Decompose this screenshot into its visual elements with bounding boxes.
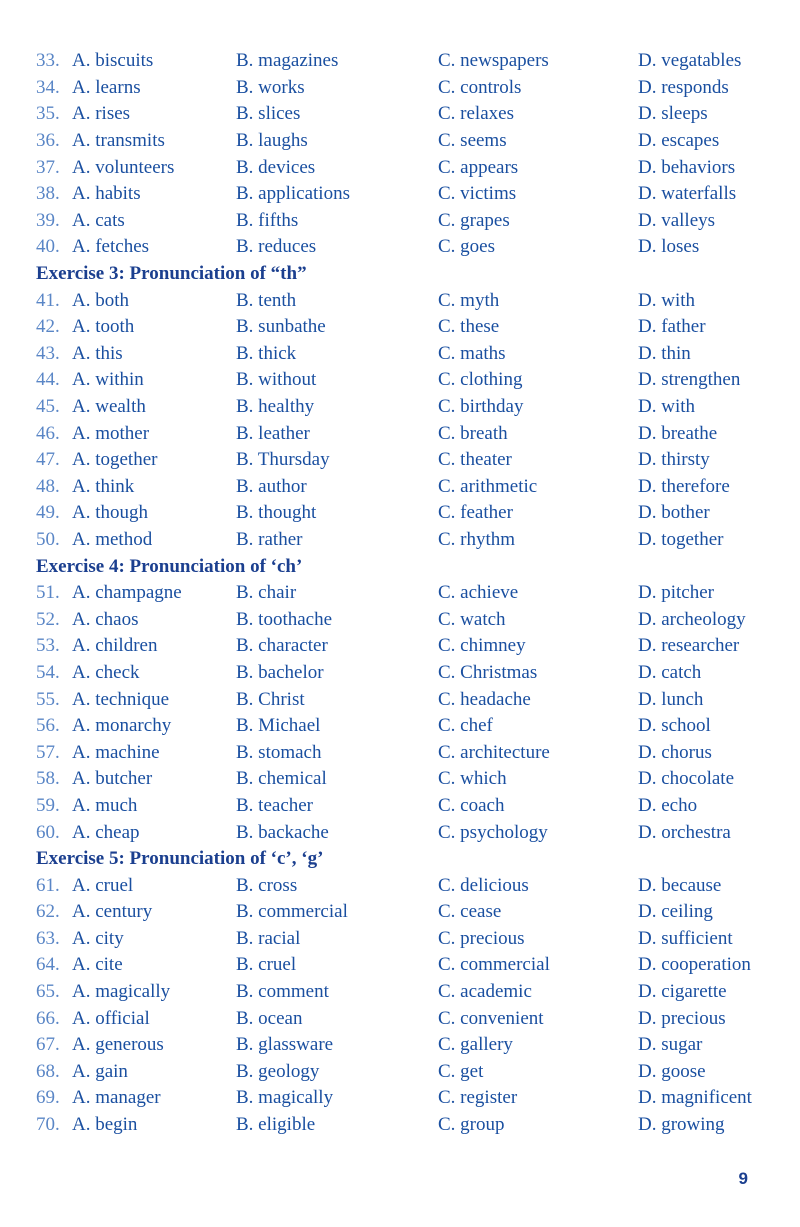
option-d: D. sufficient [638, 927, 733, 949]
option-b: B. slices [236, 103, 301, 125]
question-row [36, 979, 776, 1006]
option-a: A. city [72, 927, 124, 949]
question-number: 50. [36, 528, 60, 550]
option-b: B. fifths [236, 209, 299, 231]
option-b: B. Michael [236, 715, 321, 737]
question-row [36, 580, 776, 607]
question-number: 63. [36, 927, 60, 949]
question-number: 45. [36, 396, 60, 418]
question-number: 64. [36, 954, 60, 976]
option-a: A. chaos [72, 608, 139, 630]
option-a: A. monarchy [72, 715, 172, 737]
option-c: C. arithmetic [438, 475, 538, 497]
option-d: D. school [638, 715, 711, 737]
option-d: D. orchestra [638, 821, 731, 843]
question-number: 53. [36, 635, 60, 657]
option-a: A. technique [72, 688, 170, 710]
option-c: C. architecture [438, 741, 550, 763]
option-d: D. with [638, 289, 695, 311]
option-a: A. tooth [72, 316, 135, 338]
option-b: B. laughs [236, 130, 308, 152]
option-a: A. though [72, 502, 148, 524]
question-row [36, 713, 776, 740]
option-c: C. coach [438, 794, 505, 816]
option-c: C. appears [438, 156, 519, 178]
option-c: C. newspapers [438, 50, 549, 72]
option-a: A. together [72, 449, 158, 471]
question-number: 60. [36, 821, 60, 843]
option-c: C. relaxes [438, 103, 514, 125]
question-row [36, 633, 776, 660]
option-a: A. century [72, 901, 153, 923]
option-b: B. toothache [236, 608, 333, 630]
option-b: B. magically [236, 1087, 334, 1109]
option-c: C. academic [438, 981, 532, 1003]
option-a: A. champagne [72, 582, 182, 604]
option-b: B. geology [236, 1060, 320, 1082]
option-a: A. butcher [72, 768, 153, 790]
option-c: C. headache [438, 688, 531, 710]
question-number: 36. [36, 130, 60, 152]
option-b: B. cross [236, 874, 298, 896]
question-row [36, 899, 776, 926]
option-a: A. official [72, 1007, 150, 1029]
option-c: C. register [438, 1087, 518, 1109]
option-d: D. vegatables [638, 50, 742, 72]
option-c: C. theater [438, 449, 512, 471]
option-c: C. seems [438, 130, 507, 152]
option-a: A. rises [72, 103, 131, 125]
question-number: 52. [36, 608, 60, 630]
option-a: A. wealth [72, 396, 146, 418]
option-d: D. sugar [638, 1034, 703, 1056]
option-a: A. habits [72, 183, 141, 205]
question-number: 41. [36, 289, 60, 311]
question-row [36, 474, 776, 501]
option-d: D. loses [638, 236, 700, 258]
option-b: B. sunbathe [236, 316, 326, 338]
option-c: C. chimney [438, 635, 526, 657]
option-a: A. cats [72, 209, 125, 231]
question-row [36, 952, 776, 979]
question-row [36, 500, 776, 527]
option-a: A. gain [72, 1060, 128, 1082]
option-c: C. rhythm [438, 528, 516, 550]
question-row [36, 394, 776, 421]
option-d: D. growing [638, 1114, 725, 1136]
option-d: D. strengthen [638, 369, 741, 391]
question-row [36, 660, 776, 687]
question-row [36, 1085, 776, 1112]
question-number: 61. [36, 874, 60, 896]
option-c: C. controls [438, 76, 522, 98]
option-a: A. think [72, 475, 135, 497]
option-d: D. sleeps [638, 103, 708, 125]
option-d: D. therefore [638, 475, 730, 497]
option-d: D. breathe [638, 422, 718, 444]
option-c: C. commercial [438, 954, 550, 976]
option-b: B. author [236, 475, 307, 497]
question-number: 57. [36, 741, 60, 763]
option-a: A. machine [72, 741, 160, 763]
option-d: D. with [638, 396, 695, 418]
option-c: C. which [438, 768, 507, 790]
option-c: C. clothing [438, 369, 523, 391]
option-b: B. eligible [236, 1114, 316, 1136]
option-b: B. bachelor [236, 661, 324, 683]
option-a: A. both [72, 289, 129, 311]
option-c: C. convenient [438, 1007, 544, 1029]
option-b: B. applications [236, 183, 350, 205]
question-number: 33. [36, 50, 60, 72]
question-number: 46. [36, 422, 60, 444]
question-number: 55. [36, 688, 60, 710]
question-number: 69. [36, 1087, 60, 1109]
question-number: 65. [36, 981, 60, 1003]
option-b: B. ocean [236, 1007, 303, 1029]
option-c: C. delicious [438, 874, 529, 896]
option-b: B. cruel [236, 954, 297, 976]
option-b: B. glassware [236, 1034, 334, 1056]
exercise-heading: Exercise 4: Pronunciation of ‘ch’ [36, 555, 303, 577]
option-c: C. group [438, 1114, 505, 1136]
option-c: C. cease [438, 901, 502, 923]
option-d: D. behaviors [638, 156, 736, 178]
question-row [36, 926, 776, 953]
question-number: 35. [36, 103, 60, 125]
question-row [36, 128, 776, 155]
option-d: D. chorus [638, 741, 712, 763]
option-a: A. generous [72, 1034, 164, 1056]
option-c: C. feather [438, 502, 513, 524]
question-number: 47. [36, 449, 60, 471]
question-row [36, 527, 776, 554]
question-number: 42. [36, 316, 60, 338]
option-c: C. gallery [438, 1034, 513, 1056]
option-b: B. works [236, 76, 305, 98]
option-d: D. researcher [638, 635, 740, 657]
option-a: A. check [72, 661, 140, 683]
option-a: A. manager [72, 1087, 161, 1109]
option-a: A. transmits [72, 130, 165, 152]
option-d: D. thin [638, 342, 691, 364]
option-b: B. chemical [236, 768, 327, 790]
question-number: 49. [36, 502, 60, 524]
option-b: B. comment [236, 981, 329, 1003]
option-d: D. bother [638, 502, 710, 524]
question-row [36, 208, 776, 235]
question-row [36, 341, 776, 368]
question-row [36, 287, 776, 314]
question-number: 48. [36, 475, 60, 497]
question-row [36, 75, 776, 102]
option-d: D. escapes [638, 130, 720, 152]
question-row [36, 872, 776, 899]
option-b: B. stomach [236, 741, 322, 763]
option-a: A. volunteers [72, 156, 175, 178]
option-b: B. commercial [236, 901, 348, 923]
option-b: B. teacher [236, 794, 314, 816]
question-number: 34. [36, 76, 60, 98]
option-a: A. this [72, 342, 123, 364]
option-c: C. maths [438, 342, 506, 364]
question-row [36, 447, 776, 474]
option-d: D. magnificent [638, 1087, 752, 1109]
exercise-heading: Exercise 3: Pronunciation of “th” [36, 263, 307, 285]
option-a: A. within [72, 369, 144, 391]
option-d: D. cigarette [638, 981, 727, 1003]
option-a: A. cheap [72, 821, 140, 843]
option-c: C. breath [438, 422, 508, 444]
question-number: 44. [36, 369, 60, 391]
option-a: A. biscuits [72, 50, 154, 72]
option-a: A. mother [72, 422, 150, 444]
option-b: B. rather [236, 528, 303, 550]
option-c: C. grapes [438, 209, 510, 231]
option-c: C. goes [438, 236, 495, 258]
option-a: A. much [72, 794, 138, 816]
option-d: D. catch [638, 661, 702, 683]
question-number: 37. [36, 156, 60, 178]
question-row [36, 739, 776, 766]
question-row [36, 1112, 776, 1139]
option-a: A. magically [72, 981, 171, 1003]
option-b: B. backache [236, 821, 329, 843]
question-row [36, 606, 776, 633]
option-d: D. lunch [638, 688, 704, 710]
option-d: D. cooperation [638, 954, 751, 976]
option-c: C. victims [438, 183, 517, 205]
option-d: D. thirsty [638, 449, 710, 471]
question-row [36, 314, 776, 341]
option-c: C. psychology [438, 821, 548, 843]
option-a: A. children [72, 635, 158, 657]
option-b: B. magazines [236, 50, 339, 72]
option-a: A. begin [72, 1114, 138, 1136]
question-row [36, 181, 776, 208]
option-c: C. precious [438, 927, 525, 949]
question-number: 58. [36, 768, 60, 790]
option-b: B. Thursday [236, 449, 330, 471]
option-c: C. Christmas [438, 661, 538, 683]
question-row [36, 1032, 776, 1059]
option-d: D. because [638, 874, 722, 896]
option-c: C. get [438, 1060, 484, 1082]
option-d: D. pitcher [638, 582, 714, 604]
option-d: D. ceiling [638, 901, 713, 923]
option-b: B. without [236, 369, 317, 391]
option-c: C. chef [438, 715, 493, 737]
option-d: D. precious [638, 1007, 726, 1029]
option-c: C. birthday [438, 396, 524, 418]
question-number: 38. [36, 183, 60, 205]
question-number: 43. [36, 342, 60, 364]
option-d: D. responds [638, 76, 729, 98]
question-number: 51. [36, 582, 60, 604]
exercise-heading: Exercise 5: Pronunciation of ‘c’, ‘g’ [36, 848, 324, 870]
option-a: A. learns [72, 76, 141, 98]
question-row [36, 48, 776, 75]
option-b: B. reduces [236, 236, 317, 258]
question-row [36, 101, 776, 128]
option-d: D. echo [638, 794, 698, 816]
question-row [36, 766, 776, 793]
option-d: D. archeology [638, 608, 746, 630]
question-number: 56. [36, 715, 60, 737]
question-row [36, 367, 776, 394]
question-number: 54. [36, 661, 60, 683]
option-d: D. goose [638, 1060, 706, 1082]
question-number: 40. [36, 236, 60, 258]
option-c: C. watch [438, 608, 506, 630]
question-number: 39. [36, 209, 60, 231]
option-b: B. Christ [236, 688, 305, 710]
option-b: B. thought [236, 502, 317, 524]
option-a: A. cruel [72, 874, 134, 896]
question-row [36, 686, 776, 713]
question-row [36, 1005, 776, 1032]
option-b: B. healthy [236, 396, 315, 418]
question-number: 70. [36, 1114, 60, 1136]
page-number: 9 [738, 1169, 748, 1188]
option-b: B. tenth [236, 289, 297, 311]
option-b: B. thick [236, 342, 297, 364]
option-d: D. together [638, 528, 724, 550]
option-b: B. chair [236, 582, 297, 604]
option-d: D. father [638, 316, 706, 338]
option-a: A. fetches [72, 236, 150, 258]
question-number: 67. [36, 1034, 60, 1056]
question-number: 66. [36, 1007, 60, 1029]
option-c: C. myth [438, 289, 500, 311]
option-b: B. leather [236, 422, 310, 444]
option-c: C. achieve [438, 582, 519, 604]
option-d: D. chocolate [638, 768, 735, 790]
question-row [36, 234, 776, 261]
option-c: C. these [438, 316, 500, 338]
exercise-list [36, 48, 776, 1138]
question-number: 59. [36, 794, 60, 816]
option-b: B. character [236, 635, 328, 657]
question-row [36, 1059, 776, 1086]
option-a: A. method [72, 528, 153, 550]
option-d: D. waterfalls [638, 183, 737, 205]
question-number: 68. [36, 1060, 60, 1082]
question-row [36, 793, 776, 820]
question-row [36, 154, 776, 181]
question-row [36, 420, 776, 447]
option-a: A. cite [72, 954, 123, 976]
question-number: 62. [36, 901, 60, 923]
option-b: B. racial [236, 927, 301, 949]
question-row [36, 819, 776, 846]
option-b: B. devices [236, 156, 316, 178]
option-d: D. valleys [638, 209, 716, 231]
